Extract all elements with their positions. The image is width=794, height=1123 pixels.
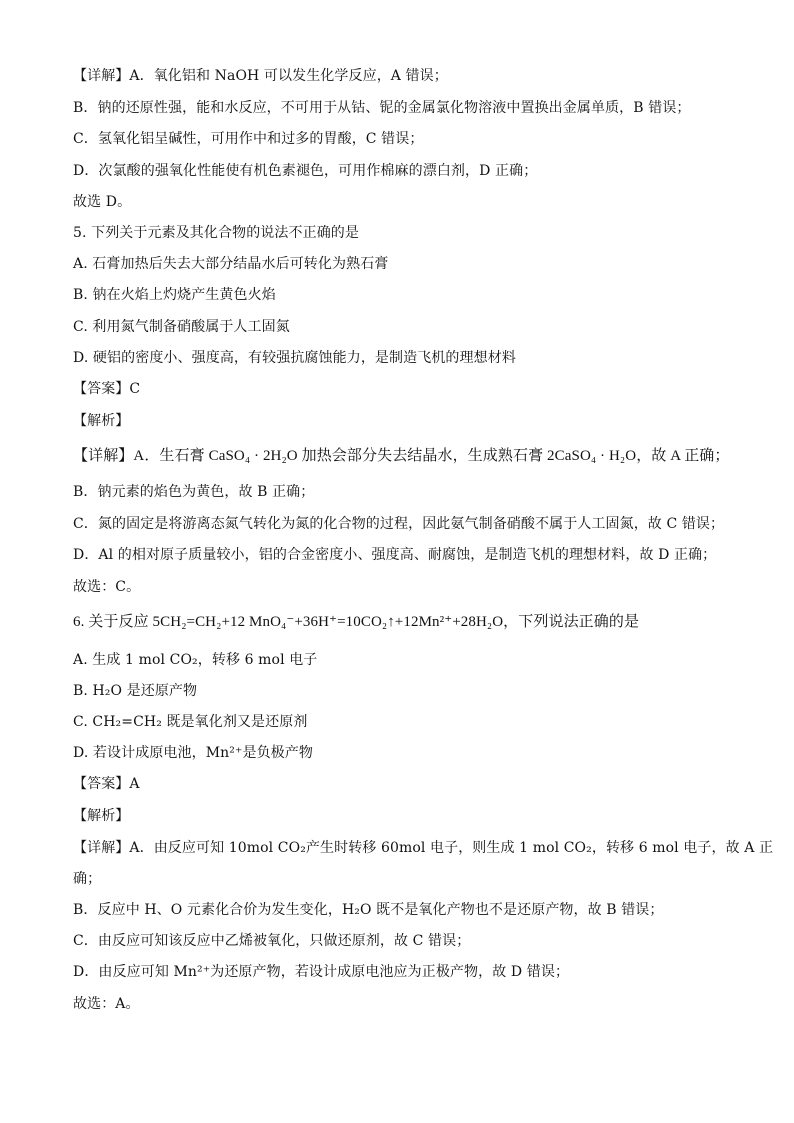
text-line: D．Al 的相对原子质量较小，铝的合金密度小、强度高、耐腐蚀，是制造飞机的理想材料，故 D 正确； — [73, 547, 717, 563]
option-d: D. 若设计成原电池，Mn²⁺是负极产物 — [73, 745, 313, 761]
question-stem: 5. 下列关于元素及其化合物的说法不正确的是 — [73, 225, 360, 241]
text-line: 故选：A。 — [73, 996, 140, 1012]
text-line: 确； — [73, 871, 102, 887]
option-a: A. 生成 1 mol CO₂，转移 6 mol 电子 — [73, 652, 318, 668]
analysis-label: 【解析】 — [73, 413, 130, 429]
text-line: B．钠的还原性强，能和水反应，不可用于从钴、铌的金属氯化物溶液中置换出金属单质，B 错误； — [73, 100, 691, 116]
text-line: B．钠元素的焰色为黄色，故 B 正确； — [73, 484, 315, 500]
analysis-label: 【解析】 — [73, 808, 130, 824]
answer-label: 【答案】A — [73, 776, 140, 792]
text-line: D．由反应可知 Mn²⁺为还原产物，若设计成原电池应为正极产物，故 D 错误； — [73, 964, 570, 980]
option-a: A. 石膏加热后失去大部分结晶水后可转化为熟石膏 — [73, 256, 389, 272]
option-d: D. 硬铝的密度小、强度高，有较强抗腐蚀能力，是制造飞机的理想材料 — [73, 350, 516, 366]
text-line: B．反应中 H、O 元素化合价为发生变化，H₂O 既不是氧化产物也不是还原产物，故 B 错误； — [73, 902, 664, 918]
text-line: 【详解】A．生石膏 CaSO₄ · 2H₂O 加热会部分失去结晶水，生成熟石膏 2CaSO₄ · H₂O，故 A 正确； — [73, 448, 730, 464]
text-line: 故选：C。 — [73, 579, 141, 595]
option-c: C. 利用氮气制备硝酸属于人工固氮 — [73, 319, 290, 335]
answer-label: 【答案】C — [73, 381, 141, 397]
text-line: 故选 D。 — [73, 194, 132, 210]
text-line: 【详解】A．由反应可知 10mol CO₂产生时转移 60mol 电子，则生成 1 mol CO₂，转移 6 mol 电子，故 A 正 — [73, 840, 774, 856]
option-b: B. 钠在火焰上灼烧产生黄色火焰 — [73, 287, 276, 303]
option-c: C. CH₂=CH₂ 既是氧化剂又是还原剂 — [73, 714, 308, 730]
text-line: C．氢氧化铝呈碱性，可用作中和过多的胃酸，C 错误； — [73, 131, 424, 147]
text-line: D．次氯酸的强氧化性能使有机色素褪色，可用作棉麻的漂白剂，D 正确； — [73, 163, 538, 179]
question-stem: 6. 关于反应 5CH₂=CH₂+12 MnO₄⁻+36H⁺=10CO₂↑+12Mn²⁺+28H₂O，下列说法正确的是 — [73, 614, 640, 630]
option-b: B. H₂O 是还原产物 — [73, 683, 198, 699]
text-line: 【详解】A．氧化铝和 NaOH 可以发生化学反应，A 错误； — [73, 68, 448, 84]
text-line: C．氮的固定是将游离态氮气转化为氮的化合物的过程，因此氨气制备硝酸不属于人工固氮，故 C 错误； — [73, 516, 725, 532]
text-line: C．由反应可知该反应中乙烯被氧化，只做还原剂，故 C 错误； — [73, 933, 471, 949]
